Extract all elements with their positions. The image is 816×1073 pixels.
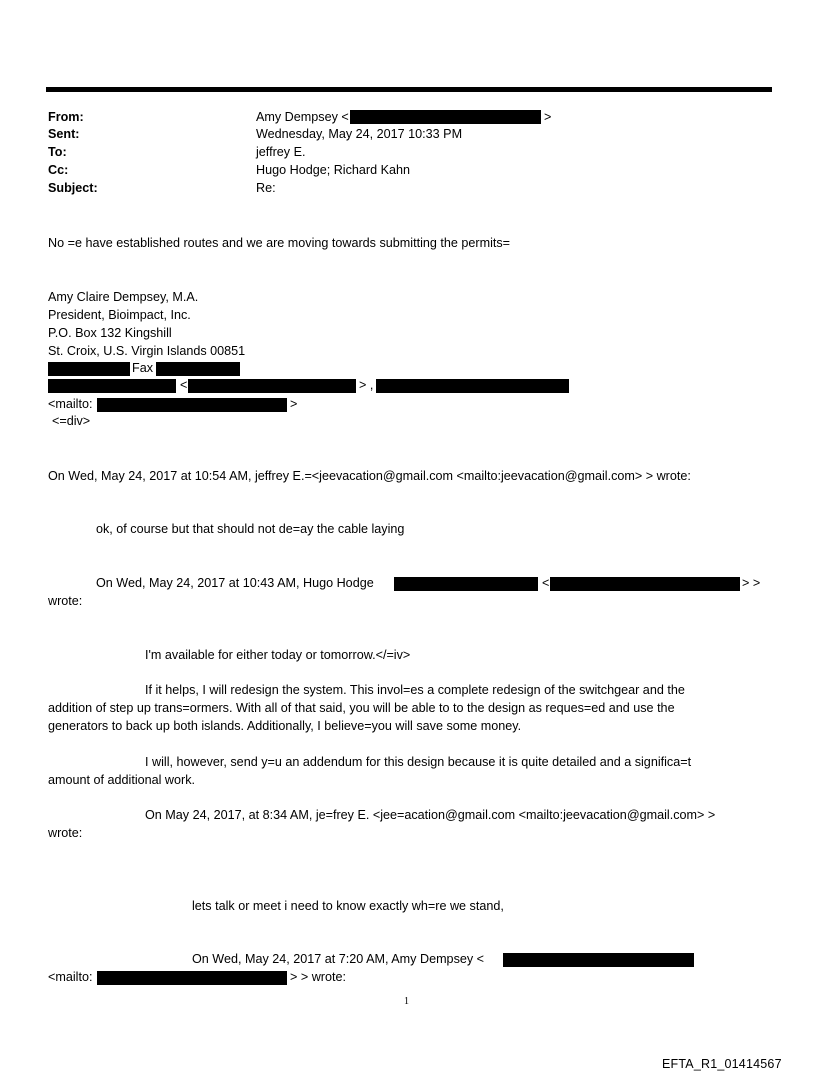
quoted-paragraph: I will, however, send y=u an addendum for this design because it is quite detailed and a significa=t [145,755,692,769]
from-value: Amy Dempsey < [256,110,349,124]
body-line: No =e have established routes and we are moving towards submitting the permits= [48,236,511,250]
quoted-reply: lets talk or meet i need to know exactly wh=re we stand, [192,899,504,913]
redaction-bar [97,398,287,412]
quote-header: On Wed, May 24, 2017 at 10:54 AM, jeffrey E.=<jeevacation@gmail.com <mailto:jeevacation@gmail.com> > wrote: [48,469,691,483]
document-id: EFTA_R1_01414567 [662,1057,782,1071]
quote-close: > > [742,576,761,590]
redaction-bar [188,379,356,393]
page-number: 1 [404,996,409,1007]
quote-lt: < [542,576,550,590]
signature-lt: < [180,378,188,392]
quoted-paragraph: I'm available for either today or tomorrow.</=iv> [145,648,411,662]
redaction-bar [350,110,541,124]
redaction-bar [48,379,176,393]
quoted-paragraph: If it helps, I will redesign the system. This invol=es a complete redesign of the switchgear and the [145,683,685,697]
quote-wrote: > > wrote: [290,970,347,984]
quoted-paragraph: addition of step up trans=ormers. With all of that said, you will be able to to the design as reques=ed and use the [48,701,675,715]
quote-mailto: <mailto: [48,970,93,984]
sent-label: Sent: [48,127,80,141]
signature-line: President, Bioimpact, Inc. [48,308,191,322]
to-label: To: [48,145,67,159]
signature-line: Amy Claire Dempsey, M.A. [48,290,199,304]
quote-header: On Wed, May 24, 2017 at 10:43 AM, Hugo Hodge [96,576,374,590]
quote-header: On Wed, May 24, 2017 at 7:20 AM, Amy Dempsey < [192,952,485,966]
cc-value: Hugo Hodge; Richard Kahn [256,163,411,177]
quote-wrote: wrote: [48,826,83,840]
redaction-bar [48,362,130,376]
redaction-bar [156,362,240,376]
signature-line: P.O. Box 132 Kingshill [48,326,172,340]
subject-label: Subject: [48,181,98,195]
quote-wrote: wrote: [48,594,83,608]
signature-fax-label: Fax [132,361,153,375]
from-label: From: [48,110,84,124]
redaction-bar [376,379,569,393]
signature-div: <=div> [52,414,91,428]
quoted-paragraph: generators to back up both islands. Additionally, I believe=you will save some money. [48,719,522,733]
redaction-bar [97,971,287,985]
signature-line: St. Croix, U.S. Virgin Islands 00851 [48,344,246,358]
from-close: > [544,110,552,124]
signature-mailto: <mailto: [48,397,93,411]
quote-header: On May 24, 2017, at 8:34 AM, je=frey E. <jee=acation@gmail.com <mailto:jeevacation@gmail.com> > [145,808,716,822]
sent-value: Wednesday, May 24, 2017 10:33 PM [256,127,463,141]
subject-value: Re: [256,181,276,195]
to-value: jeffrey E. [256,145,306,159]
header-rule [46,87,772,92]
redaction-bar [550,577,740,591]
redaction-bar [503,953,694,967]
quoted-reply: ok, of course but that should not de=ay the cable laying [96,522,405,536]
signature-mailto-close: > [290,397,298,411]
quoted-paragraph: amount of additional work. [48,773,196,787]
signature-comma: > , [359,378,374,392]
redaction-bar [394,577,538,591]
cc-label: Cc: [48,163,69,177]
